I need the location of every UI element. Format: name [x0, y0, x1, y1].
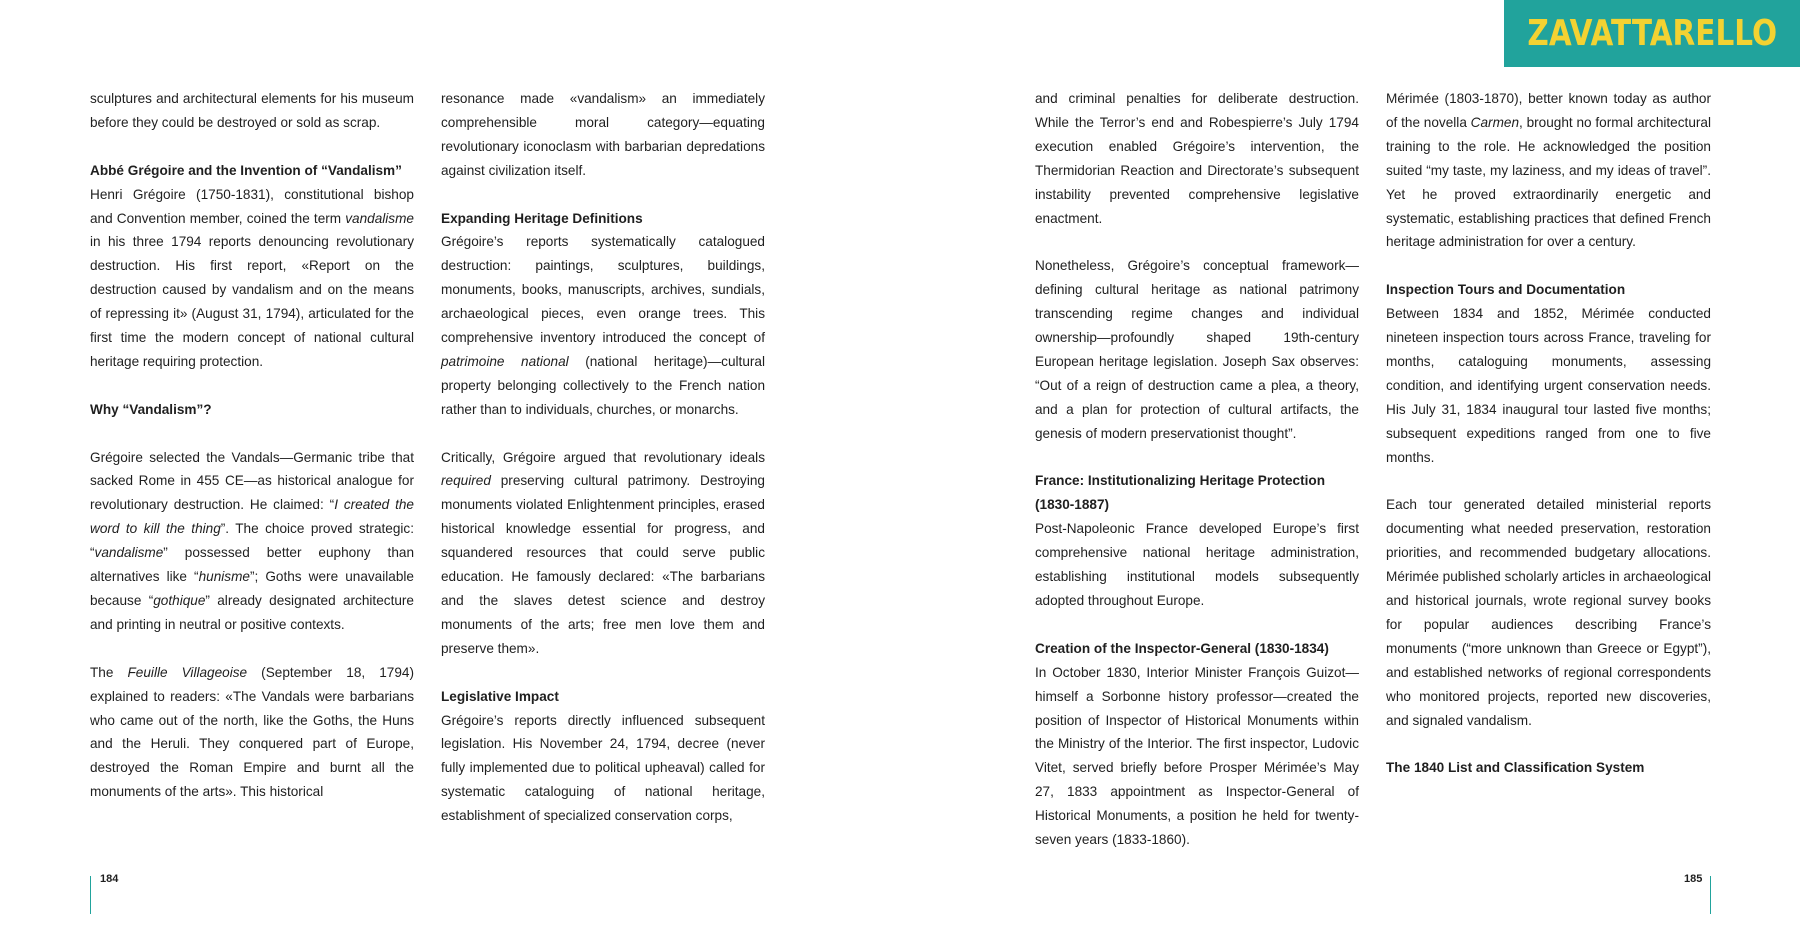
column-3 [1035, 87, 1359, 852]
paragraph-text: The [90, 664, 128, 680]
spacer [90, 422, 414, 446]
section-heading: Creation of the Inspector-General (1830-1834) [1035, 640, 1329, 656]
paragraph [90, 661, 414, 804]
section-heading: Expanding Heritage Definitions [441, 210, 643, 226]
paragraph-text: (national heritage)—cultural property belonging collectively to the French nation rather than to individuals, churches, or monarchs. [441, 353, 765, 417]
paragraph-text: and criminal penalties for deliberate destruction. While the Terror’s end and Robespierre’s July 1794 execution enabled Grégoire’s intervention, the Thermidorian Reaction and Directorate’s subsequent instability prevented comprehensive legislative enactment. [1035, 91, 1359, 226]
section-heading: Inspection Tours and Documentation [1386, 282, 1626, 298]
emphasis-text: vandalisme [94, 545, 164, 561]
page-number-rule-left [90, 876, 91, 914]
paragraph-text: Grégoire’s reports directly influenced subsequent legislation. His November 24, 1794, decree (never fully implemented due to political upheaval) called for systematic cataloguing of national heritage, establishment of specialized conservation corps, [441, 712, 765, 824]
paragraph [1386, 87, 1711, 254]
paragraph [441, 446, 765, 661]
paragraph-text: ” possessed better euphony than alternatives like “ [90, 545, 414, 585]
page-number-left: 184 [100, 873, 119, 885]
paragraph-text: Mérimée (1803-1870), better known today as author of the novella [1386, 91, 1711, 130]
paragraph-text: ” already designated architecture and printing in neutral or positive contexts. [90, 592, 414, 632]
page-number-right: 185 [1684, 873, 1703, 885]
section-heading: Legislative Impact [441, 688, 559, 704]
emphasis-text: I created the word to kill the thing [90, 497, 414, 537]
paragraph-text: resonance made «vandalism» an immediately comprehensible moral category—equating revolutionary iconoclasm with barbarian depredations against civilization itself. [441, 91, 765, 178]
paragraph [90, 183, 414, 374]
page-number-rule-right [1710, 876, 1711, 914]
paragraph-text: Critically, Grégoire argued that revolutionary ideals [441, 449, 765, 465]
emphasis-text: hunisme [198, 569, 250, 585]
paragraph-text: Post-Napoleonic France developed Europe’s first comprehensive national heritage administration, establishing institutional models subsequently adopted throughout Europe. [1035, 521, 1359, 608]
section-heading: Abbé Grégoire and the Invention of “Vandalism” [90, 162, 402, 178]
paragraph [441, 709, 765, 829]
emphasis-text: required [441, 473, 491, 489]
paragraph [90, 87, 414, 135]
paragraph-text: in his three 1794 reports denouncing revolutionary destruction. His first report, «Report on the destruction caused by vandalism and on the means of repressing it» (August 31, 1794), articulated for the first time the modern concept of national cultural heritage requiring protection. [90, 234, 414, 369]
paragraph [1386, 493, 1711, 732]
paragraph [90, 446, 414, 637]
paragraph [1035, 661, 1359, 852]
column-1 [90, 87, 414, 804]
column-4 [1386, 87, 1711, 780]
paragraph-text: (September 18, 1794) explained to readers: «The Vandals were barbarians who came out of the north, like the Goths, the Huns and the Heruli. They conquered part of Europe, destroyed the Roman Empire and burnt all the monuments of the arts». This historical [90, 664, 414, 800]
paragraph-text: sculptures and architectural elements for his museum before they could be destroyed or sold as scrap. [90, 91, 414, 130]
column-2 [441, 87, 765, 828]
section-heading: Why “Vandalism”? [90, 401, 212, 417]
brand-banner [1504, 0, 1800, 67]
paragraph-text: preserving cultural patrimony. Destroying monuments violated Enlightenment principles, erased historical knowledge essential for progress, and squandered resources that could serve public education. He famously declared: «The barbarians and the slaves detest science and destroy monuments of the arts; free men love them and preserve them». [441, 473, 765, 656]
emphasis-text: Feuille Villageoise [127, 664, 248, 680]
paragraph [441, 87, 765, 183]
paragraph [1035, 87, 1359, 230]
paragraph-text: , brought no formal architectural training to the role. He acknowledged the position suited “my taste, my laziness, and my ideas of travel”. Yet he proved extraordinarily energetic and systematic, establishing practices that defined French heritage administration for over a century. [1386, 114, 1711, 250]
paragraph [1035, 517, 1359, 613]
emphasis-text: gothique [153, 592, 206, 608]
paragraph-text: ”; Goths were unavailable because “ [90, 569, 414, 608]
section-heading: France: Institutionalizing Heritage Protection (1830-1887) [1035, 473, 1326, 513]
emphasis-text: patrimoine national [441, 353, 569, 369]
paragraph-text: Each tour generated detailed ministerial reports documenting what needed preservation, restoration priorities, and recommended budgetary allocations. Mérimée published scholarly articles in archaeological and historical journals, wrote regional survey books for popular audiences describing France’s monuments (“more unknown than Greece or Egypt”), and established networks of regional correspondents who monitored projects, reported new discoveries, and signaled vandalism. [1386, 497, 1711, 728]
paragraph-text: In October 1830, Interior Minister François Guizot—himself a Sorbonne history professor—created the position of Inspector of Historical Monuments within the Ministry of the Interior. The first inspector, Ludovic Vitet, served briefly before Prosper Mérimée’s May 27, 1833 appointment as Inspector-General of Historical Monuments, a position he held for twenty-seven years (1833-1860). [1035, 664, 1359, 848]
section-heading: The 1840 List and Classification System [1386, 760, 1645, 776]
paragraph-text: Grégoire’s reports systematically catalogued destruction: paintings, sculptures, buildings, monuments, books, manuscripts, archives, sundials, archaeological pieces, even orange trees. This comprehensive inventory introduced the concept of [441, 234, 765, 346]
emphasis-text: vandalisme [345, 210, 414, 226]
emphasis-text: Carmen [1470, 114, 1520, 130]
brand-title: ZAVATTARELLO [1527, 13, 1777, 54]
paragraph-text: ”. The choice proved strategic: “ [90, 521, 414, 561]
paragraph [441, 230, 765, 421]
paragraph-text: Between 1834 and 1852, Mérimée conducted nineteen inspection tours across France, traveling for months, cataloguing monuments, assessing condition, and identifying urgent conservation needs. His July 31, 1834 inaugural tour lasted five months; subsequent expeditions ranged from one to five months. [1386, 306, 1711, 465]
paragraph [1035, 254, 1359, 445]
paragraph-text: Nonetheless, Grégoire’s conceptual framework—defining cultural heritage as national patrimony transcending regime changes and individual ownership—profoundly shaped 19th-century European heritage legislation. Joseph Sax observes: “Out of a reign of destruction came a plea, a theory, and a plan for protection of cultural artifacts, the genesis of modern preservationist thought”. [1035, 258, 1359, 441]
paragraph-text: Grégoire selected the Vandals—Germanic tribe that sacked Rome in 455 CE—as historical analogue for revolutionary destruction. He claimed: “ [90, 449, 414, 513]
paragraph-text: Henri Grégoire (1750-1831), constitutional bishop and Convention member, coined the term [90, 186, 414, 226]
paragraph [1386, 302, 1711, 469]
